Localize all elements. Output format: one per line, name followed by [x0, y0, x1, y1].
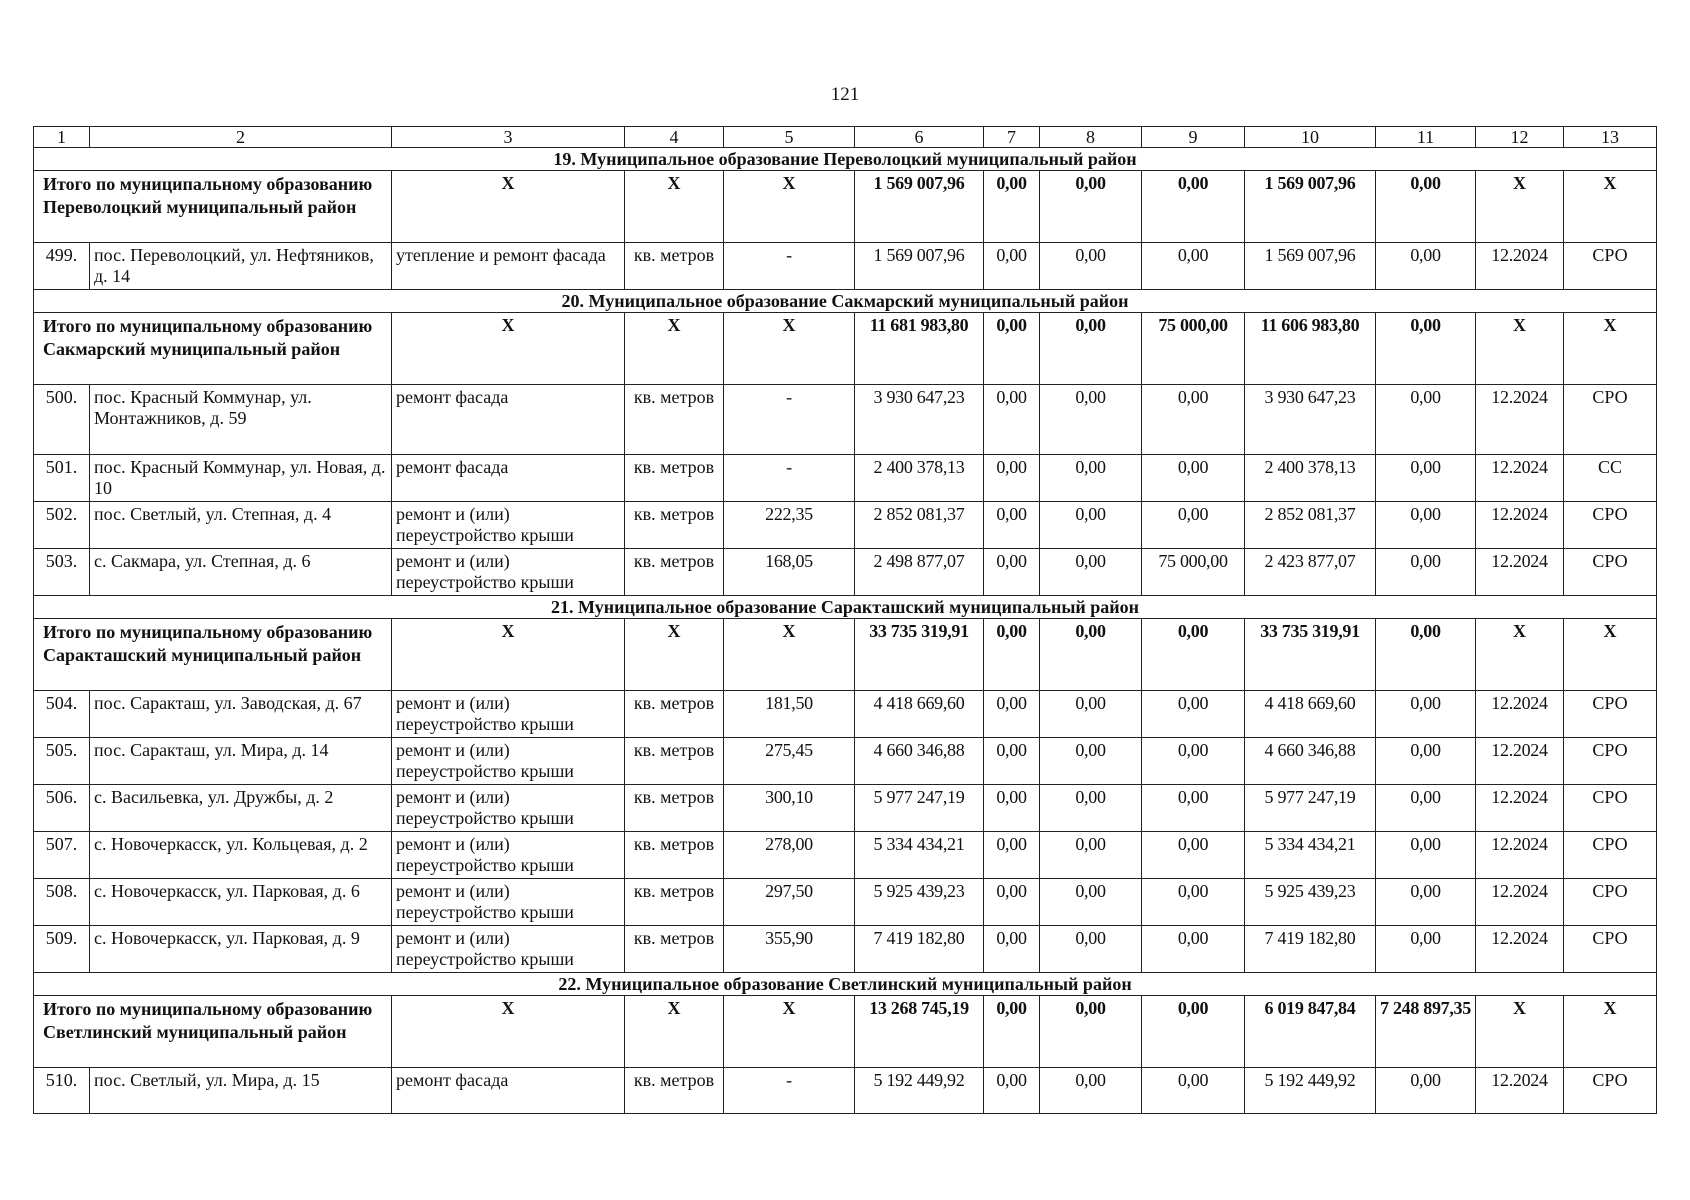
- deadline-cell: 12.2024: [1476, 926, 1564, 973]
- table-row: [34, 502, 1657, 549]
- amount-cell: 0,00: [1376, 832, 1476, 879]
- unit-cell: кв. метров: [625, 926, 724, 973]
- deadline-cell: 12.2024: [1476, 785, 1564, 832]
- executor-cell: СРО: [1564, 832, 1657, 879]
- total-amount: 0,00: [984, 171, 1040, 243]
- address-cell: пос. Красный Коммунар, ул. Новая, д. 10: [90, 455, 392, 502]
- section-title: 19. Муниципальное образование Переволоцкий муниципальный район: [34, 148, 1657, 171]
- unit-cell: кв. метров: [625, 738, 724, 785]
- row-number: 499.: [34, 243, 90, 290]
- amount-cell: 2 400 378,13: [1245, 455, 1376, 502]
- amount-cell: 0,00: [1040, 243, 1142, 290]
- executor-cell: СРО: [1564, 549, 1657, 596]
- amount-cell: 0,00: [984, 549, 1040, 596]
- total-row: [34, 619, 1657, 691]
- table-row: [34, 691, 1657, 738]
- amount-cell: 0,00: [1376, 549, 1476, 596]
- row-number: 509.: [34, 926, 90, 973]
- total-row: [34, 996, 1657, 1068]
- executor-cell: СРО: [1564, 502, 1657, 549]
- column-number-header: 5: [724, 127, 855, 148]
- area-cell: 222,35: [724, 502, 855, 549]
- amount-cell: 0,00: [1376, 455, 1476, 502]
- amount-cell: 4 418 669,60: [855, 691, 984, 738]
- amount-cell: 0,00: [984, 455, 1040, 502]
- unit-cell: кв. метров: [625, 832, 724, 879]
- row-number: 500.: [34, 385, 90, 455]
- total-amount: 0,00: [1040, 619, 1142, 691]
- address-cell: с. Новочеркасск, ул. Парковая, д. 6: [90, 879, 392, 926]
- total-amount: 7 248 897,35: [1376, 996, 1476, 1068]
- section-title-row: [34, 148, 1657, 171]
- amount-cell: 0,00: [1376, 785, 1476, 832]
- total-name: Итого по муниципальному образованию Светлинский муниципальный район: [34, 996, 392, 1068]
- amount-cell: 0,00: [1040, 691, 1142, 738]
- x-mark: X: [625, 996, 724, 1068]
- amount-cell: 5 977 247,19: [1245, 785, 1376, 832]
- table-row: [34, 455, 1657, 502]
- total-amount: 0,00: [1376, 619, 1476, 691]
- section-title: 22. Муниципальное образование Светлинский муниципальный район: [34, 973, 1657, 996]
- amount-cell: 2 400 378,13: [855, 455, 984, 502]
- deadline-cell: 12.2024: [1476, 549, 1564, 596]
- column-number-header: 13: [1564, 127, 1657, 148]
- amount-cell: 0,00: [1376, 502, 1476, 549]
- total-amount: 0,00: [1040, 996, 1142, 1068]
- deadline-cell: 12.2024: [1476, 738, 1564, 785]
- amount-cell: 3 930 647,23: [1245, 385, 1376, 455]
- total-name: Итого по муниципальному образованию Переволоцкий муниципальный район: [34, 171, 392, 243]
- amount-cell: 0,00: [1040, 832, 1142, 879]
- total-amount: 33 735 319,91: [855, 619, 984, 691]
- amount-cell: 5 334 434,21: [1245, 832, 1376, 879]
- row-number: 503.: [34, 549, 90, 596]
- x-mark: X: [625, 619, 724, 691]
- total-amount: 0,00: [1040, 313, 1142, 385]
- x-mark: X: [724, 313, 855, 385]
- amount-cell: 0,00: [984, 502, 1040, 549]
- unit-cell: кв. метров: [625, 455, 724, 502]
- total-amount: 0,00: [1376, 313, 1476, 385]
- work-type-cell: ремонт и (или) переустройство крыши: [392, 738, 625, 785]
- amount-cell: 0,00: [1040, 549, 1142, 596]
- amount-cell: 0,00: [984, 1068, 1040, 1114]
- deadline-cell: 12.2024: [1476, 691, 1564, 738]
- section-title-row: [34, 596, 1657, 619]
- amount-cell: 0,00: [1040, 926, 1142, 973]
- column-number-header: 10: [1245, 127, 1376, 148]
- work-type-cell: ремонт и (или) переустройство крыши: [392, 502, 625, 549]
- total-amount: 6 019 847,84: [1245, 996, 1376, 1068]
- deadline-cell: 12.2024: [1476, 879, 1564, 926]
- total-amount: 75 000,00: [1142, 313, 1245, 385]
- amount-cell: 2 498 877,07: [855, 549, 984, 596]
- total-row: [34, 313, 1657, 385]
- amount-cell: 0,00: [1376, 691, 1476, 738]
- amount-cell: 2 423 877,07: [1245, 549, 1376, 596]
- work-type-cell: ремонт и (или) переустройство крыши: [392, 879, 625, 926]
- table-row: [34, 385, 1657, 455]
- amount-cell: 0,00: [984, 691, 1040, 738]
- work-type-cell: ремонт и (или) переустройство крыши: [392, 549, 625, 596]
- area-cell: 275,45: [724, 738, 855, 785]
- work-type-cell: ремонт и (или) переустройство крыши: [392, 926, 625, 973]
- deadline-cell: 12.2024: [1476, 385, 1564, 455]
- row-number: 508.: [34, 879, 90, 926]
- executor-cell: СРО: [1564, 738, 1657, 785]
- unit-cell: кв. метров: [625, 785, 724, 832]
- area-cell: 181,50: [724, 691, 855, 738]
- amount-cell: 0,00: [1040, 385, 1142, 455]
- amount-cell: 1 569 007,96: [1245, 243, 1376, 290]
- total-row: [34, 171, 1657, 243]
- amount-cell: 0,00: [1376, 738, 1476, 785]
- amount-cell: 0,00: [984, 385, 1040, 455]
- amount-cell: 2 852 081,37: [1245, 502, 1376, 549]
- amount-cell: 0,00: [1142, 1068, 1245, 1114]
- executor-cell: СРО: [1564, 691, 1657, 738]
- amount-cell: 0,00: [1376, 385, 1476, 455]
- amount-cell: 75 000,00: [1142, 549, 1245, 596]
- unit-cell: кв. метров: [625, 549, 724, 596]
- x-mark: X: [1564, 313, 1657, 385]
- amount-cell: 0,00: [1040, 879, 1142, 926]
- amount-cell: 0,00: [984, 832, 1040, 879]
- work-type-cell: ремонт фасада: [392, 385, 625, 455]
- amount-cell: 1 569 007,96: [855, 243, 984, 290]
- amount-cell: 0,00: [1376, 1068, 1476, 1114]
- section-title-row: [34, 290, 1657, 313]
- section-title: 21. Муниципальное образование Саракташский муниципальный район: [34, 596, 1657, 619]
- amount-cell: 0,00: [1142, 926, 1245, 973]
- row-number: 510.: [34, 1068, 90, 1114]
- table-row: [34, 879, 1657, 926]
- total-amount: 0,00: [1376, 171, 1476, 243]
- amount-cell: 5 192 449,92: [1245, 1068, 1376, 1114]
- table-body: [34, 127, 1657, 1114]
- area-cell: -: [724, 1068, 855, 1114]
- section-title-row: [34, 973, 1657, 996]
- unit-cell: кв. метров: [625, 691, 724, 738]
- table-row: [34, 926, 1657, 973]
- x-mark: X: [1564, 171, 1657, 243]
- total-amount: 11 681 983,80: [855, 313, 984, 385]
- x-mark: X: [1564, 619, 1657, 691]
- total-amount: 0,00: [1142, 996, 1245, 1068]
- total-amount: 0,00: [1142, 619, 1245, 691]
- column-number-header: 11: [1376, 127, 1476, 148]
- amount-cell: 0,00: [984, 926, 1040, 973]
- total-amount: 1 569 007,96: [855, 171, 984, 243]
- total-amount: 0,00: [1040, 171, 1142, 243]
- amount-cell: 5 925 439,23: [855, 879, 984, 926]
- area-cell: -: [724, 455, 855, 502]
- address-cell: пос. Светлый, ул. Степная, д. 4: [90, 502, 392, 549]
- amount-cell: 0,00: [1142, 455, 1245, 502]
- address-cell: с. Сакмара, ул. Степная, д. 6: [90, 549, 392, 596]
- total-amount: 11 606 983,80: [1245, 313, 1376, 385]
- x-mark: X: [724, 171, 855, 243]
- executor-cell: СРО: [1564, 385, 1657, 455]
- amount-cell: 5 192 449,92: [855, 1068, 984, 1114]
- deadline-cell: 12.2024: [1476, 243, 1564, 290]
- repair-program-table: [33, 126, 1657, 1114]
- unit-cell: кв. метров: [625, 502, 724, 549]
- column-number-header: 2: [90, 127, 392, 148]
- area-cell: 168,05: [724, 549, 855, 596]
- total-amount: 0,00: [984, 996, 1040, 1068]
- amount-cell: 4 660 346,88: [855, 738, 984, 785]
- executor-cell: СС: [1564, 455, 1657, 502]
- amount-cell: 0,00: [1376, 879, 1476, 926]
- work-type-cell: ремонт фасада: [392, 455, 625, 502]
- x-mark: X: [392, 996, 625, 1068]
- amount-cell: 2 852 081,37: [855, 502, 984, 549]
- unit-cell: кв. метров: [625, 385, 724, 455]
- address-cell: пос. Красный Коммунар, ул. Монтажников, д. 59: [90, 385, 392, 455]
- address-cell: пос. Переволоцкий, ул. Нефтяников, д. 14: [90, 243, 392, 290]
- x-mark: X: [1476, 619, 1564, 691]
- total-name: Итого по муниципальному образованию Саракташский муниципальный район: [34, 619, 392, 691]
- amount-cell: 3 930 647,23: [855, 385, 984, 455]
- column-number-row: [34, 127, 1657, 148]
- amount-cell: 0,00: [1040, 455, 1142, 502]
- address-cell: пос. Светлый, ул. Мира, д. 15: [90, 1068, 392, 1114]
- amount-cell: 0,00: [1376, 243, 1476, 290]
- x-mark: X: [724, 619, 855, 691]
- amount-cell: 0,00: [1376, 926, 1476, 973]
- deadline-cell: 12.2024: [1476, 455, 1564, 502]
- x-mark: X: [625, 171, 724, 243]
- amount-cell: 0,00: [1142, 243, 1245, 290]
- x-mark: X: [392, 313, 625, 385]
- area-cell: 278,00: [724, 832, 855, 879]
- amount-cell: 0,00: [984, 879, 1040, 926]
- row-number: 506.: [34, 785, 90, 832]
- deadline-cell: 12.2024: [1476, 502, 1564, 549]
- deadline-cell: 12.2024: [1476, 832, 1564, 879]
- page-number: 121: [830, 84, 860, 105]
- unit-cell: кв. метров: [625, 879, 724, 926]
- executor-cell: СРО: [1564, 1068, 1657, 1114]
- address-cell: с. Новочеркасск, ул. Кольцевая, д. 2: [90, 832, 392, 879]
- area-cell: -: [724, 243, 855, 290]
- column-number-header: 9: [1142, 127, 1245, 148]
- amount-cell: 0,00: [984, 738, 1040, 785]
- address-cell: с. Васильевка, ул. Дружбы, д. 2: [90, 785, 392, 832]
- amount-cell: 0,00: [1142, 385, 1245, 455]
- unit-cell: кв. метров: [625, 243, 724, 290]
- column-number-header: 12: [1476, 127, 1564, 148]
- address-cell: пос. Саракташ, ул. Заводская, д. 67: [90, 691, 392, 738]
- amount-cell: 0,00: [1040, 1068, 1142, 1114]
- address-cell: пос. Саракташ, ул. Мира, д. 14: [90, 738, 392, 785]
- x-mark: X: [724, 996, 855, 1068]
- address-cell: с. Новочеркасск, ул. Парковая, д. 9: [90, 926, 392, 973]
- total-amount: 0,00: [984, 313, 1040, 385]
- column-number-header: 3: [392, 127, 625, 148]
- total-amount: 0,00: [984, 619, 1040, 691]
- executor-cell: СРО: [1564, 785, 1657, 832]
- area-cell: -: [724, 385, 855, 455]
- work-type-cell: ремонт и (или) переустройство крыши: [392, 832, 625, 879]
- executor-cell: СРО: [1564, 926, 1657, 973]
- executor-cell: СРО: [1564, 879, 1657, 926]
- total-amount: 13 268 745,19: [855, 996, 984, 1068]
- amount-cell: 0,00: [1142, 738, 1245, 785]
- amount-cell: 0,00: [1142, 691, 1245, 738]
- x-mark: X: [625, 313, 724, 385]
- amount-cell: 0,00: [1040, 502, 1142, 549]
- amount-cell: 0,00: [1142, 879, 1245, 926]
- amount-cell: 0,00: [1040, 738, 1142, 785]
- work-type-cell: ремонт и (или) переустройство крыши: [392, 691, 625, 738]
- total-amount: 33 735 319,91: [1245, 619, 1376, 691]
- x-mark: X: [1476, 171, 1564, 243]
- x-mark: X: [1564, 996, 1657, 1068]
- amount-cell: 4 660 346,88: [1245, 738, 1376, 785]
- amount-cell: 0,00: [1142, 832, 1245, 879]
- amount-cell: 5 977 247,19: [855, 785, 984, 832]
- row-number: 504.: [34, 691, 90, 738]
- x-mark: X: [1476, 996, 1564, 1068]
- deadline-cell: 12.2024: [1476, 1068, 1564, 1114]
- amount-cell: 4 418 669,60: [1245, 691, 1376, 738]
- area-cell: 297,50: [724, 879, 855, 926]
- unit-cell: кв. метров: [625, 1068, 724, 1114]
- amount-cell: 7 419 182,80: [1245, 926, 1376, 973]
- amount-cell: 0,00: [1142, 785, 1245, 832]
- executor-cell: СРО: [1564, 243, 1657, 290]
- column-number-header: 7: [984, 127, 1040, 148]
- amount-cell: 0,00: [1142, 502, 1245, 549]
- x-mark: X: [1476, 313, 1564, 385]
- amount-cell: 5 334 434,21: [855, 832, 984, 879]
- total-amount: 0,00: [1142, 171, 1245, 243]
- table-row: [34, 549, 1657, 596]
- table-row: [34, 243, 1657, 290]
- amount-cell: 0,00: [984, 243, 1040, 290]
- total-name: Итого по муниципальному образованию Сакмарский муниципальный район: [34, 313, 392, 385]
- row-number: 507.: [34, 832, 90, 879]
- table-row: [34, 738, 1657, 785]
- table-row: [34, 1068, 1657, 1114]
- amount-cell: 7 419 182,80: [855, 926, 984, 973]
- row-number: 502.: [34, 502, 90, 549]
- amount-cell: 0,00: [1040, 785, 1142, 832]
- area-cell: 300,10: [724, 785, 855, 832]
- table-row: [34, 785, 1657, 832]
- column-number-header: 6: [855, 127, 984, 148]
- column-number-header: 8: [1040, 127, 1142, 148]
- amount-cell: 0,00: [984, 785, 1040, 832]
- column-number-header: 1: [34, 127, 90, 148]
- x-mark: X: [392, 171, 625, 243]
- amount-cell: 5 925 439,23: [1245, 879, 1376, 926]
- work-type-cell: ремонт фасада: [392, 1068, 625, 1114]
- row-number: 501.: [34, 455, 90, 502]
- total-amount: 1 569 007,96: [1245, 171, 1376, 243]
- work-type-cell: ремонт и (или) переустройство крыши: [392, 785, 625, 832]
- row-number: 505.: [34, 738, 90, 785]
- area-cell: 355,90: [724, 926, 855, 973]
- x-mark: X: [392, 619, 625, 691]
- column-number-header: 4: [625, 127, 724, 148]
- section-title: 20. Муниципальное образование Сакмарский муниципальный район: [34, 290, 1657, 313]
- table-row: [34, 832, 1657, 879]
- work-type-cell: утепление и ремонт фасада: [392, 243, 625, 290]
